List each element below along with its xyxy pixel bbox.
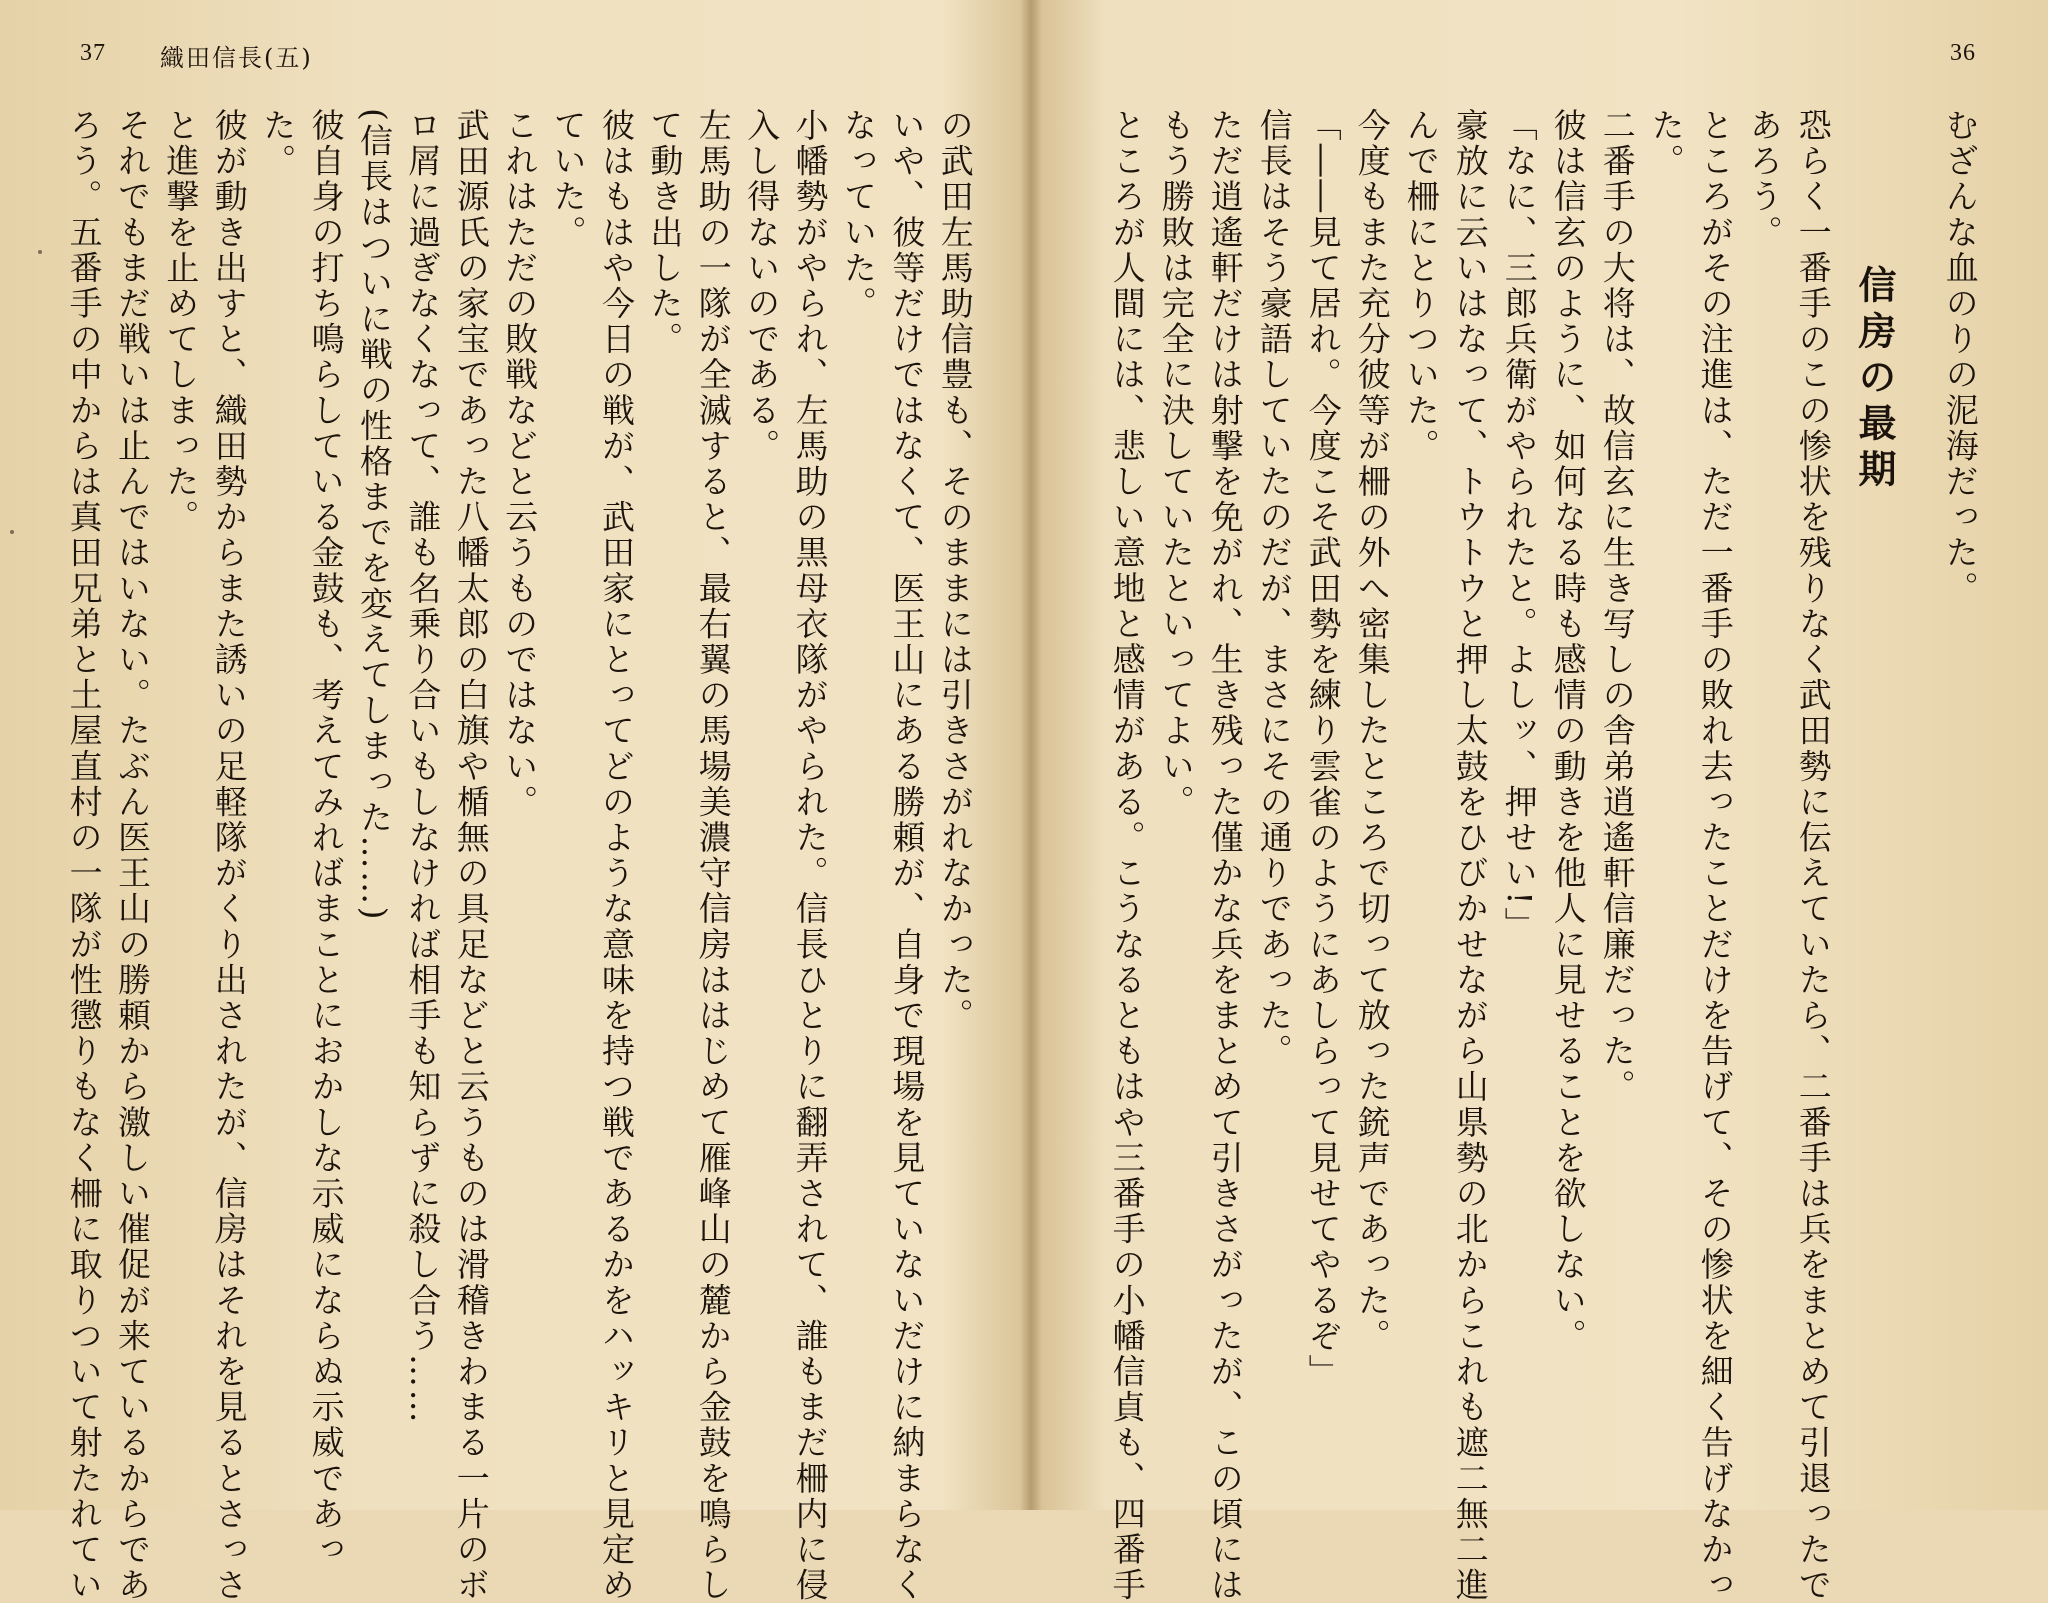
paper-speck <box>38 250 42 254</box>
right-page <box>1035 0 2048 1603</box>
section-heading: 信房の最期 <box>1852 265 1897 495</box>
left-page-column: 彼自身の打ち鳴らしている金鼓も、考えてみればまことにおかしな示威にならぬ示威であっ <box>306 108 346 1568</box>
right-page-column: 信長はそう豪語していたのだが、まさにその通りであった。 <box>1254 108 1294 1070</box>
right-page-column: 彼は信玄のように、如何なる時も感情の動きを他人に見せることを欲しない。 <box>1548 108 1588 1354</box>
left-page-column: いや、彼等だけではなくて、医王山にある勝頼が、自身で現場を見ていないだけに納まらなく <box>887 108 927 1603</box>
right-page-column: 二番手の大将は、故信玄に生き写しの舎弟逍遙軒信廉だった。 <box>1597 108 1637 1105</box>
left-page-column: ロ屑に過ぎなくなって、誰も名乗り合いもしなければ相手も知らずに殺し合う…… <box>403 108 443 1426</box>
right-page-column: ただ逍遙軒だけは射撃を免がれ、生き残った僅かな兵をまとめて引きさがったが、この頃には <box>1205 108 1245 1603</box>
left-page-column: て動き出した。 <box>645 108 685 358</box>
left-page-column: ていた。 <box>548 108 588 251</box>
left-page-column: (信長はついに戦の性格までを変えてしまった……) <box>354 108 394 923</box>
right-page-column: 「――見て居れ。今度こそ武田勢を練り雲雀のようにあしらって見せてやるぞ」 <box>1303 108 1343 1390</box>
paper-speck <box>10 530 14 534</box>
right-page-column: た。 <box>1646 108 1686 180</box>
left-page-column: ろう。五番手の中からは真田兄弟と土屋直村の一隊が性懲りもなく柵に取りついて射たれてい <box>64 108 104 1603</box>
left-page-column: なっていた。 <box>838 108 878 322</box>
right-page-column: 今度もまた充分彼等が柵の外へ密集したところで切って放った銃声であった。 <box>1352 108 1392 1354</box>
right-page-column: 恐らく一番手のこの惨状を残りなく武田勢に伝えていたら、二番手は兵をまとめて引退ったで <box>1793 108 1833 1603</box>
right-page-column: ところが人間には、悲しい意地と感情がある。こうなるともはや三番手の小幡信貞も、四番手 <box>1107 108 1147 1603</box>
right-page-column: 「なに、三郎兵衛がやられたと。よしッ、押せい!」 <box>1499 108 1539 943</box>
right-page-column: むざんな血のりの泥海だった。 <box>1940 108 1980 607</box>
page-number-left: 37 <box>80 40 106 66</box>
left-page-column: 武田源氏の家宝であった八幡太郎の白旗や楯無の具足などと云うものは滑稽きわまる一片のボ <box>451 108 491 1603</box>
right-page-column: 豪放に云いはなって、トウトウと押し太鼓をひびかせながら山県勢の北からこれも遮二無二進 <box>1450 108 1490 1603</box>
page-number-right: 36 <box>1950 40 1976 66</box>
right-page-column: もう勝敗は完全に決していたといってよい。 <box>1156 108 1196 820</box>
left-page-column: と進撃を止めてしまった。 <box>161 108 201 536</box>
left-page-column: それでもまだ戦いは止んではいない。たぶん医王山の勝頼から激しい催促が来ているからであ <box>112 108 152 1603</box>
left-page-column: の武田左馬助信豊も、そのままには引きさがれなかった。 <box>935 108 975 1034</box>
left-page-column: た。 <box>258 108 298 180</box>
left-page-column: 左馬助の一隊が全滅すると、最右翼の馬場美濃守信房ははじめて雁峰山の麓から金鼓を鳴らし <box>693 108 733 1603</box>
running-head: 織田信長(五) <box>160 44 313 72</box>
right-page-column: あろう。 <box>1744 108 1784 251</box>
left-page-column: 小幡勢がやられ、左馬助の黒母衣隊がやられた。信長ひとりに翻弄されて、誰もまだ柵内に侵 <box>790 108 830 1603</box>
right-page-column: んで柵にとりついた。 <box>1401 108 1441 464</box>
left-page-column: 彼はもはや今日の戦が、武田家にとってどのような意味を持つ戦であるかをハッキリと見定め <box>596 108 636 1603</box>
left-page-column: これはただの敗戦などと云うものではない。 <box>500 108 540 820</box>
right-page-column: ところがその注進は、ただ一番手の敗れ去ったことだけを告げて、その惨状を細く告げなかっ <box>1695 108 1735 1603</box>
left-page-column: 入し得ないのである。 <box>742 108 782 464</box>
left-page-column: 彼が動き出すと、織田勢からまた誘いの足軽隊がくり出されたが、信房はそれを見るとさっさ <box>209 108 249 1603</box>
